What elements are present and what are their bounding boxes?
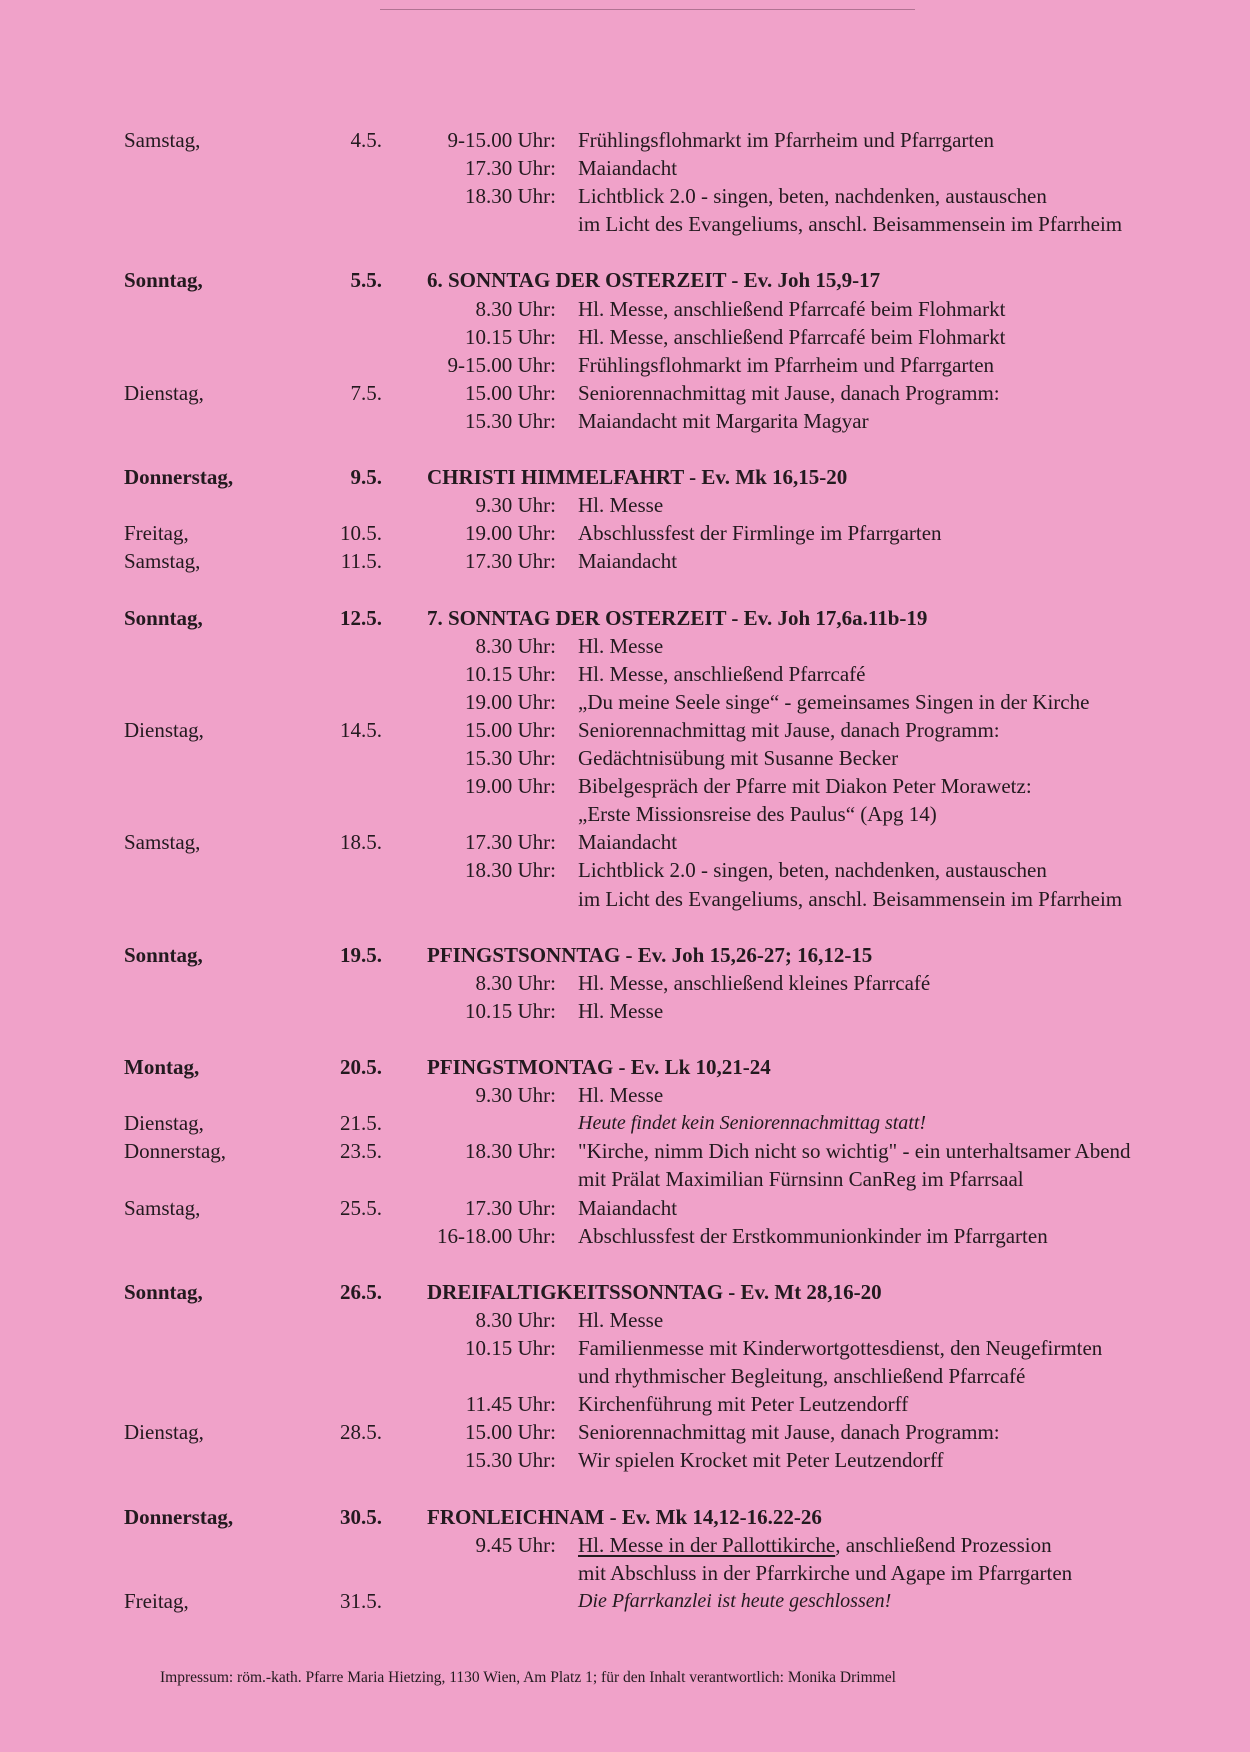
time-label: 8.30 Uhr: (475, 1307, 556, 1332)
event-description (578, 828, 677, 856)
schedule-line (0, 519, 1250, 547)
event-text: Hl. Messe, anschließend Pfarrcafé beim Flohmarkt (578, 296, 1006, 321)
schedule-block (0, 266, 1250, 435)
feast-day-heading-row (0, 1503, 1250, 1531)
event-description (578, 1418, 1000, 1446)
event-text: Hl. Messe (578, 633, 664, 658)
schedule-line (0, 716, 1250, 744)
time-label: 10.15 Uhr: (465, 324, 556, 349)
time-label: 19.00 Uhr: (465, 689, 556, 714)
italic-notice: Die Pfarrkanzlei ist heute geschlossen! (578, 1589, 892, 1612)
schedule-line (0, 1222, 1250, 1250)
scan-edge-line (380, 9, 915, 10)
event-text: Seniorennachmittag mit Jause, danach Programm: (578, 1420, 1000, 1445)
event-text: Kirchenführung mit Peter Leutzendorff (578, 1392, 909, 1417)
date-label: 19.5. (340, 942, 382, 967)
weekday-label: Sonntag, (124, 942, 203, 967)
event-description (578, 716, 1000, 744)
time-label: 19.00 Uhr: (465, 521, 556, 546)
date-label: 7.5. (350, 380, 382, 405)
date-label: 11.5. (340, 549, 382, 574)
date-label: 5.5. (350, 268, 382, 293)
date-label: 23.5. (340, 1139, 382, 1164)
event-text: im Licht des Evangeliums, anschl. Beisammensein im Pfarrheim (578, 886, 1123, 911)
feast-day-heading-row (0, 604, 1250, 632)
weekday-label: Montag, (124, 1055, 200, 1080)
time-label: 10.15 Uhr: (465, 998, 556, 1023)
date-label: 28.5. (340, 1420, 382, 1445)
schedule-line (0, 1531, 1250, 1559)
event-text: Hl. Messe (578, 493, 664, 518)
feast-day-heading-row (0, 1278, 1250, 1306)
date-label: 26.5. (340, 1279, 382, 1304)
feast-day-heading-row (0, 1053, 1250, 1081)
date-label: 30.5. (340, 1504, 382, 1529)
event-description (578, 519, 942, 547)
date-label: 20.5. (340, 1055, 382, 1080)
weekday-label: Dienstag, (124, 1111, 204, 1136)
event-description (578, 800, 937, 828)
weekday-label: Sonntag, (124, 1279, 203, 1304)
schedule-line (0, 1559, 1250, 1587)
weekday-label: Samstag, (124, 549, 201, 574)
event-text: Hl. Messe, anschließend Pfarrcafé (578, 661, 866, 686)
date-label: 10.5. (340, 521, 382, 546)
event-description (578, 126, 994, 154)
event-description (578, 885, 1122, 913)
weekday-label: Freitag, (124, 1588, 189, 1613)
time-label: 18.30 Uhr: (465, 184, 556, 209)
event-description (578, 856, 1047, 884)
schedule-line (0, 379, 1250, 407)
time-label: 9.30 Uhr: (475, 1083, 556, 1108)
event-text: Hl. Messe, anschließend Pfarrcafé beim Flohmarkt (578, 324, 1006, 349)
event-text: Frühlingsflohmarkt im Pfarrheim und Pfarrgarten (578, 352, 995, 377)
schedule-line (0, 688, 1250, 716)
weekday-label: Donnerstag, (124, 1139, 227, 1164)
event-text: Maiandacht (578, 830, 678, 855)
underlined-event-title: Hl. Messe in der Pallottikirche (578, 1532, 836, 1557)
time-label: 9.30 Uhr: (475, 493, 556, 518)
weekday-label: Sonntag, (124, 268, 203, 293)
event-text: mit Prälat Maximilian Fürnsinn CanReg im Pfarrsaal (578, 1167, 1024, 1192)
feast-day-heading-row (0, 266, 1250, 294)
feast-heading: 7. SONNTAG DER OSTERZEIT - Ev. Joh 17,6a.11b-19 (427, 605, 928, 630)
time-label: 16-18.00 Uhr: (437, 1223, 556, 1248)
time-label: 9-15.00 Uhr: (447, 128, 556, 152)
schedule-line (0, 885, 1250, 913)
parish-schedule (0, 126, 1250, 1615)
schedule-block (0, 463, 1250, 575)
event-description (578, 1334, 1102, 1362)
time-label: 9-15.00 Uhr: (447, 352, 556, 377)
weekday-label: Donnerstag, (124, 465, 234, 490)
time-label: 15.30 Uhr: (465, 746, 556, 771)
date-label: 18.5. (340, 830, 382, 855)
event-text: Maiandacht mit Margarita Magyar (578, 408, 869, 433)
time-label: 8.30 Uhr: (475, 296, 556, 321)
event-description (578, 1081, 663, 1109)
schedule-line (0, 491, 1250, 519)
event-text: Maiandacht (578, 156, 678, 181)
time-label: 18.30 Uhr: (465, 858, 556, 883)
date-label: 12.5. (340, 605, 382, 630)
event-text: Seniorennachmittag mit Jause, danach Programm: (578, 380, 1000, 405)
event-text: "Kirche, nimm Dich nicht so wichtig" - ein unterhaltsamer Abend (578, 1139, 1131, 1164)
time-label: 9.45 Uhr: (475, 1532, 556, 1557)
date-label: 9.5. (350, 465, 382, 490)
event-text: und rhythmischer Begleitung, anschließend Pfarrcafé (578, 1364, 1026, 1389)
event-description (578, 1531, 1052, 1559)
schedule-block (0, 126, 1250, 238)
time-label: 15.00 Uhr: (465, 380, 556, 405)
event-text: Bibelgespräch der Pfarre mit Diakon Peter Morawetz: (578, 774, 1032, 799)
event-text: Gedächtnisübung mit Susanne Becker (578, 746, 899, 771)
date-label: 4.5. (350, 128, 382, 152)
time-label: 8.30 Uhr: (475, 970, 556, 995)
schedule-line (0, 632, 1250, 660)
feast-heading: DREIFALTIGKEITSSONNTAG - Ev. Mt 28,16-20 (427, 1279, 882, 1304)
schedule-line (0, 772, 1250, 800)
schedule-line (0, 1587, 1250, 1615)
event-description (578, 1137, 1131, 1165)
weekday-label: Dienstag, (124, 380, 204, 405)
schedule-line (0, 547, 1250, 575)
schedule-line (0, 1418, 1250, 1446)
event-text: mit Abschluss in der Pfarrkirche und Agape im Pfarrgarten (578, 1560, 1073, 1585)
schedule-line (0, 1446, 1250, 1474)
schedule-line (0, 1194, 1250, 1222)
weekday-label: Samstag, (124, 1195, 201, 1220)
event-description (578, 1306, 663, 1334)
weekday-label: Dienstag, (124, 1420, 204, 1445)
italic-notice: Heute findet kein Seniorennachmittag statt! (578, 1112, 927, 1135)
schedule-line (0, 744, 1250, 772)
event-description (578, 1559, 1072, 1587)
event-description (578, 154, 677, 182)
event-description (578, 182, 1047, 210)
event-text: Maiandacht (578, 549, 678, 574)
event-description (578, 632, 663, 660)
schedule-line (0, 1306, 1250, 1334)
date-label: 25.5. (340, 1195, 382, 1220)
date-label: 21.5. (340, 1111, 382, 1136)
event-description (578, 491, 663, 519)
schedule-line (0, 1109, 1250, 1137)
schedule-line (0, 126, 1250, 154)
event-description (578, 351, 994, 379)
feast-heading: FRONLEICHNAM - Ev. Mk 14,12-16.22-26 (427, 1504, 822, 1529)
time-label: 11.45 Uhr: (465, 1392, 556, 1417)
event-description (578, 772, 1032, 800)
event-description (578, 997, 663, 1025)
schedule-block (0, 1503, 1250, 1615)
schedule-line (0, 660, 1250, 688)
impressum-footer: Impressum: röm.-kath. Pfarre Maria Hietzing, 1130 Wien, Am Platz 1; für den Inhalt verantwortlich: Monika Drimmel (160, 1669, 896, 1686)
event-description (578, 210, 1122, 238)
time-label: 15.30 Uhr: (465, 408, 556, 433)
feast-day-heading-row (0, 463, 1250, 491)
date-label: 14.5. (340, 717, 382, 742)
schedule-line (0, 1137, 1250, 1165)
event-text: Lichtblick 2.0 - singen, beten, nachdenken, austauschen (578, 184, 1047, 209)
time-label: 10.15 Uhr: (465, 661, 556, 686)
event-description (578, 1222, 1048, 1250)
event-text: Hl. Messe, anschließend kleines Pfarrcafé (578, 970, 931, 995)
event-text: Wir spielen Krocket mit Peter Leutzendorff (578, 1448, 944, 1473)
event-text: Hl. Messe (578, 998, 664, 1023)
schedule-block (0, 604, 1250, 913)
time-label: 17.30 Uhr: (465, 830, 556, 855)
schedule-line (0, 1081, 1250, 1109)
weekday-label: Samstag, (124, 830, 201, 855)
schedule-line (0, 969, 1250, 997)
event-description (578, 547, 677, 575)
event-text: Hl. Messe (578, 1083, 664, 1108)
event-description (578, 1362, 1025, 1390)
event-description (578, 1165, 1024, 1193)
schedule-line (0, 856, 1250, 884)
time-label: 15.00 Uhr: (465, 717, 556, 742)
time-label: 17.30 Uhr: (465, 549, 556, 574)
event-description (578, 407, 869, 435)
event-text: Lichtblick 2.0 - singen, beten, nachdenken, austauschen (578, 858, 1047, 883)
schedule-block (0, 941, 1250, 1025)
event-text: Maiandacht (578, 1195, 678, 1220)
feast-heading: CHRISTI HIMMELFAHRT - Ev. Mk 16,15-20 (427, 465, 848, 490)
time-label: 15.00 Uhr: (465, 1420, 556, 1445)
weekday-label: Dienstag, (124, 717, 204, 742)
time-label: 18.30 Uhr: (465, 1139, 556, 1164)
event-description (578, 688, 1089, 716)
feast-heading: PFINGSTSONNTAG - Ev. Joh 15,26-27; 16,12-15 (427, 942, 873, 967)
schedule-line (0, 182, 1250, 210)
time-label: 17.30 Uhr: (465, 1195, 556, 1220)
time-label: 17.30 Uhr: (465, 156, 556, 181)
event-description (578, 295, 1005, 323)
event-description (578, 1446, 944, 1474)
event-text: Familienmesse mit Kinderwortgottesdienst, den Neugefirmten (578, 1336, 1103, 1361)
event-description (578, 1390, 908, 1418)
schedule-line (0, 800, 1250, 828)
schedule-line (0, 1334, 1250, 1362)
time-label: 8.30 Uhr: (475, 633, 556, 658)
event-text: Abschlussfest der Erstkommunionkinder im Pfarrgarten (578, 1223, 1048, 1248)
event-description (578, 323, 1005, 351)
schedule-line (0, 407, 1250, 435)
schedule-block (0, 1053, 1250, 1250)
schedule-block (0, 1278, 1250, 1475)
feast-day-heading-row (0, 941, 1250, 969)
feast-heading: PFINGSTMONTAG - Ev. Lk 10,21-24 (427, 1055, 771, 1080)
event-description (578, 660, 865, 688)
weekday-label: Sonntag, (124, 605, 203, 630)
schedule-line (0, 1390, 1250, 1418)
event-description (578, 379, 1000, 407)
event-description (578, 744, 898, 772)
weekday-label: Samstag, (124, 128, 201, 152)
schedule-line (0, 295, 1250, 323)
time-label: 15.30 Uhr: (465, 1448, 556, 1473)
event-description (578, 969, 930, 997)
schedule-line (0, 997, 1250, 1025)
event-text: „Erste Missionsreise des Paulus“ (Apg 14) (578, 802, 937, 827)
event-text: im Licht des Evangeliums, anschl. Beisammensein im Pfarrheim (578, 212, 1123, 237)
event-text: Frühlingsflohmarkt im Pfarrheim und Pfarrgarten (578, 128, 995, 152)
weekday-label: Donnerstag, (124, 1504, 234, 1529)
time-label: 19.00 Uhr: (465, 774, 556, 799)
event-description (578, 1194, 677, 1222)
time-label: 10.15 Uhr: (465, 1336, 556, 1361)
event-text: , anschließend Prozession (835, 1532, 1052, 1557)
schedule-line (0, 1165, 1250, 1193)
schedule-line (0, 210, 1250, 238)
weekday-label: Freitag, (124, 521, 189, 546)
feast-heading: 6. SONNTAG DER OSTERZEIT - Ev. Joh 15,9-17 (427, 268, 881, 293)
schedule-line (0, 1362, 1250, 1390)
event-text: Seniorennachmittag mit Jause, danach Programm: (578, 717, 1000, 742)
event-text: „Du meine Seele singe“ - gemeinsames Singen in der Kirche (578, 689, 1090, 714)
schedule-line (0, 154, 1250, 182)
event-text: Hl. Messe (578, 1307, 664, 1332)
event-text: Abschlussfest der Firmlinge im Pfarrgarten (578, 521, 942, 546)
schedule-line (0, 351, 1250, 379)
schedule-line (0, 323, 1250, 351)
date-label: 31.5. (340, 1588, 382, 1613)
schedule-line (0, 828, 1250, 856)
